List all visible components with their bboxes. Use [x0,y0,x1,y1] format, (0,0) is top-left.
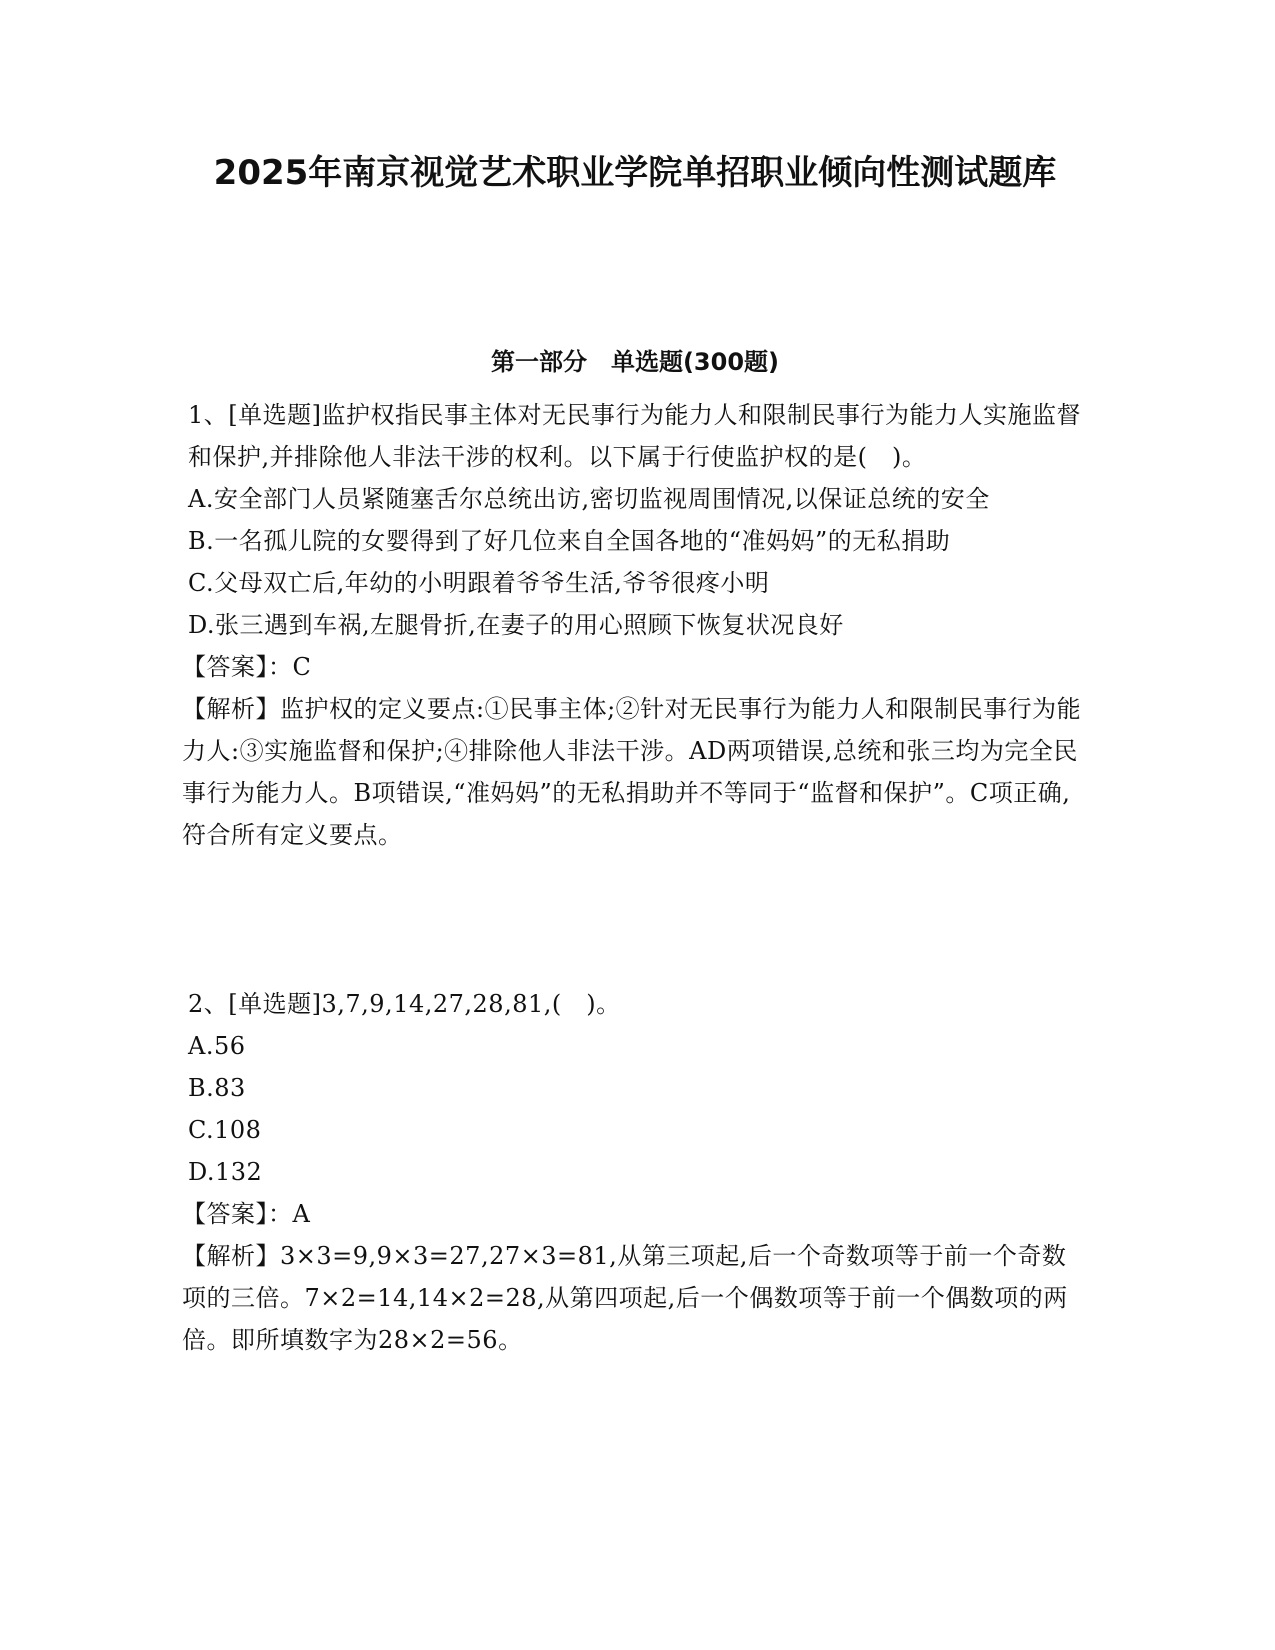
explanation-label: 【解析】 [182,695,280,723]
option-c: C.108 [188,1116,262,1144]
question-stem: 1、[单选题]监护权指民事主体对无民事行为能力人和限制民事行为能力人实施监督和保护,并排除他人非法干涉的权利。以下属于行使监护权的是( )。 [188,401,1081,471]
answer-line [182,1193,1088,1235]
answer-value: C [292,653,312,681]
option-b: B.一名孤儿院的女婴得到了好几位来自全国各地的“准妈妈”的无私捐助 [188,527,951,555]
explanation-text: 监护权的定义要点:①民事主体;②针对无民事行为能力人和限制民事行为能力人:③实施监督和保护;④排除他人非法干涉。AD两项错误,总统和张三均为完全民事行为能力人。B项错误,“准妈妈”的无私捐助并不等同于“监督和保护”。C项正确,符合所有定义要点。 [182,695,1082,849]
answer-line [182,646,1088,688]
question-stem: 2、[单选题]3,7,9,14,27,28,81,( )。 [188,990,621,1018]
option-a: A.56 [188,1032,246,1060]
option-d: D.132 [188,1158,263,1186]
option-a: A.安全部门人员紧随塞舌尔总统出访,密切监视周围情况,以保证总统的安全 [188,485,990,513]
option-b: B.83 [188,1074,246,1102]
explanation [182,688,1088,856]
document-title: 2025年南京视觉艺术职业学院单招职业倾向性测试题库 [213,153,1057,193]
answer-label: 【答案】： [182,653,293,681]
answer-label: 【答案】： [182,1200,293,1228]
section-heading: 第一部分 单选题(300题) [490,348,780,376]
question-block [182,394,1088,856]
explanation-text: 3×3=9,9×3=27,27×3=81,从第三项起,后一个奇数项等于前一个奇数项的三倍。7×2=14,14×2=28,从第四项起,后一个偶数项等于前一个偶数项的两倍。即所填数字为28×2=56。 [182,1242,1068,1354]
explanation [182,1235,1088,1361]
question-block [182,983,1088,1361]
option-d: D.张三遇到车祸,左腿骨折,在妻子的用心照顾下恢复状况良好 [188,611,844,639]
option-c: C.父母双亡后,年幼的小明跟着爷爷生活,爷爷很疼小明 [188,569,770,597]
answer-value: A [292,1200,311,1228]
explanation-label: 【解析】 [182,1242,280,1270]
